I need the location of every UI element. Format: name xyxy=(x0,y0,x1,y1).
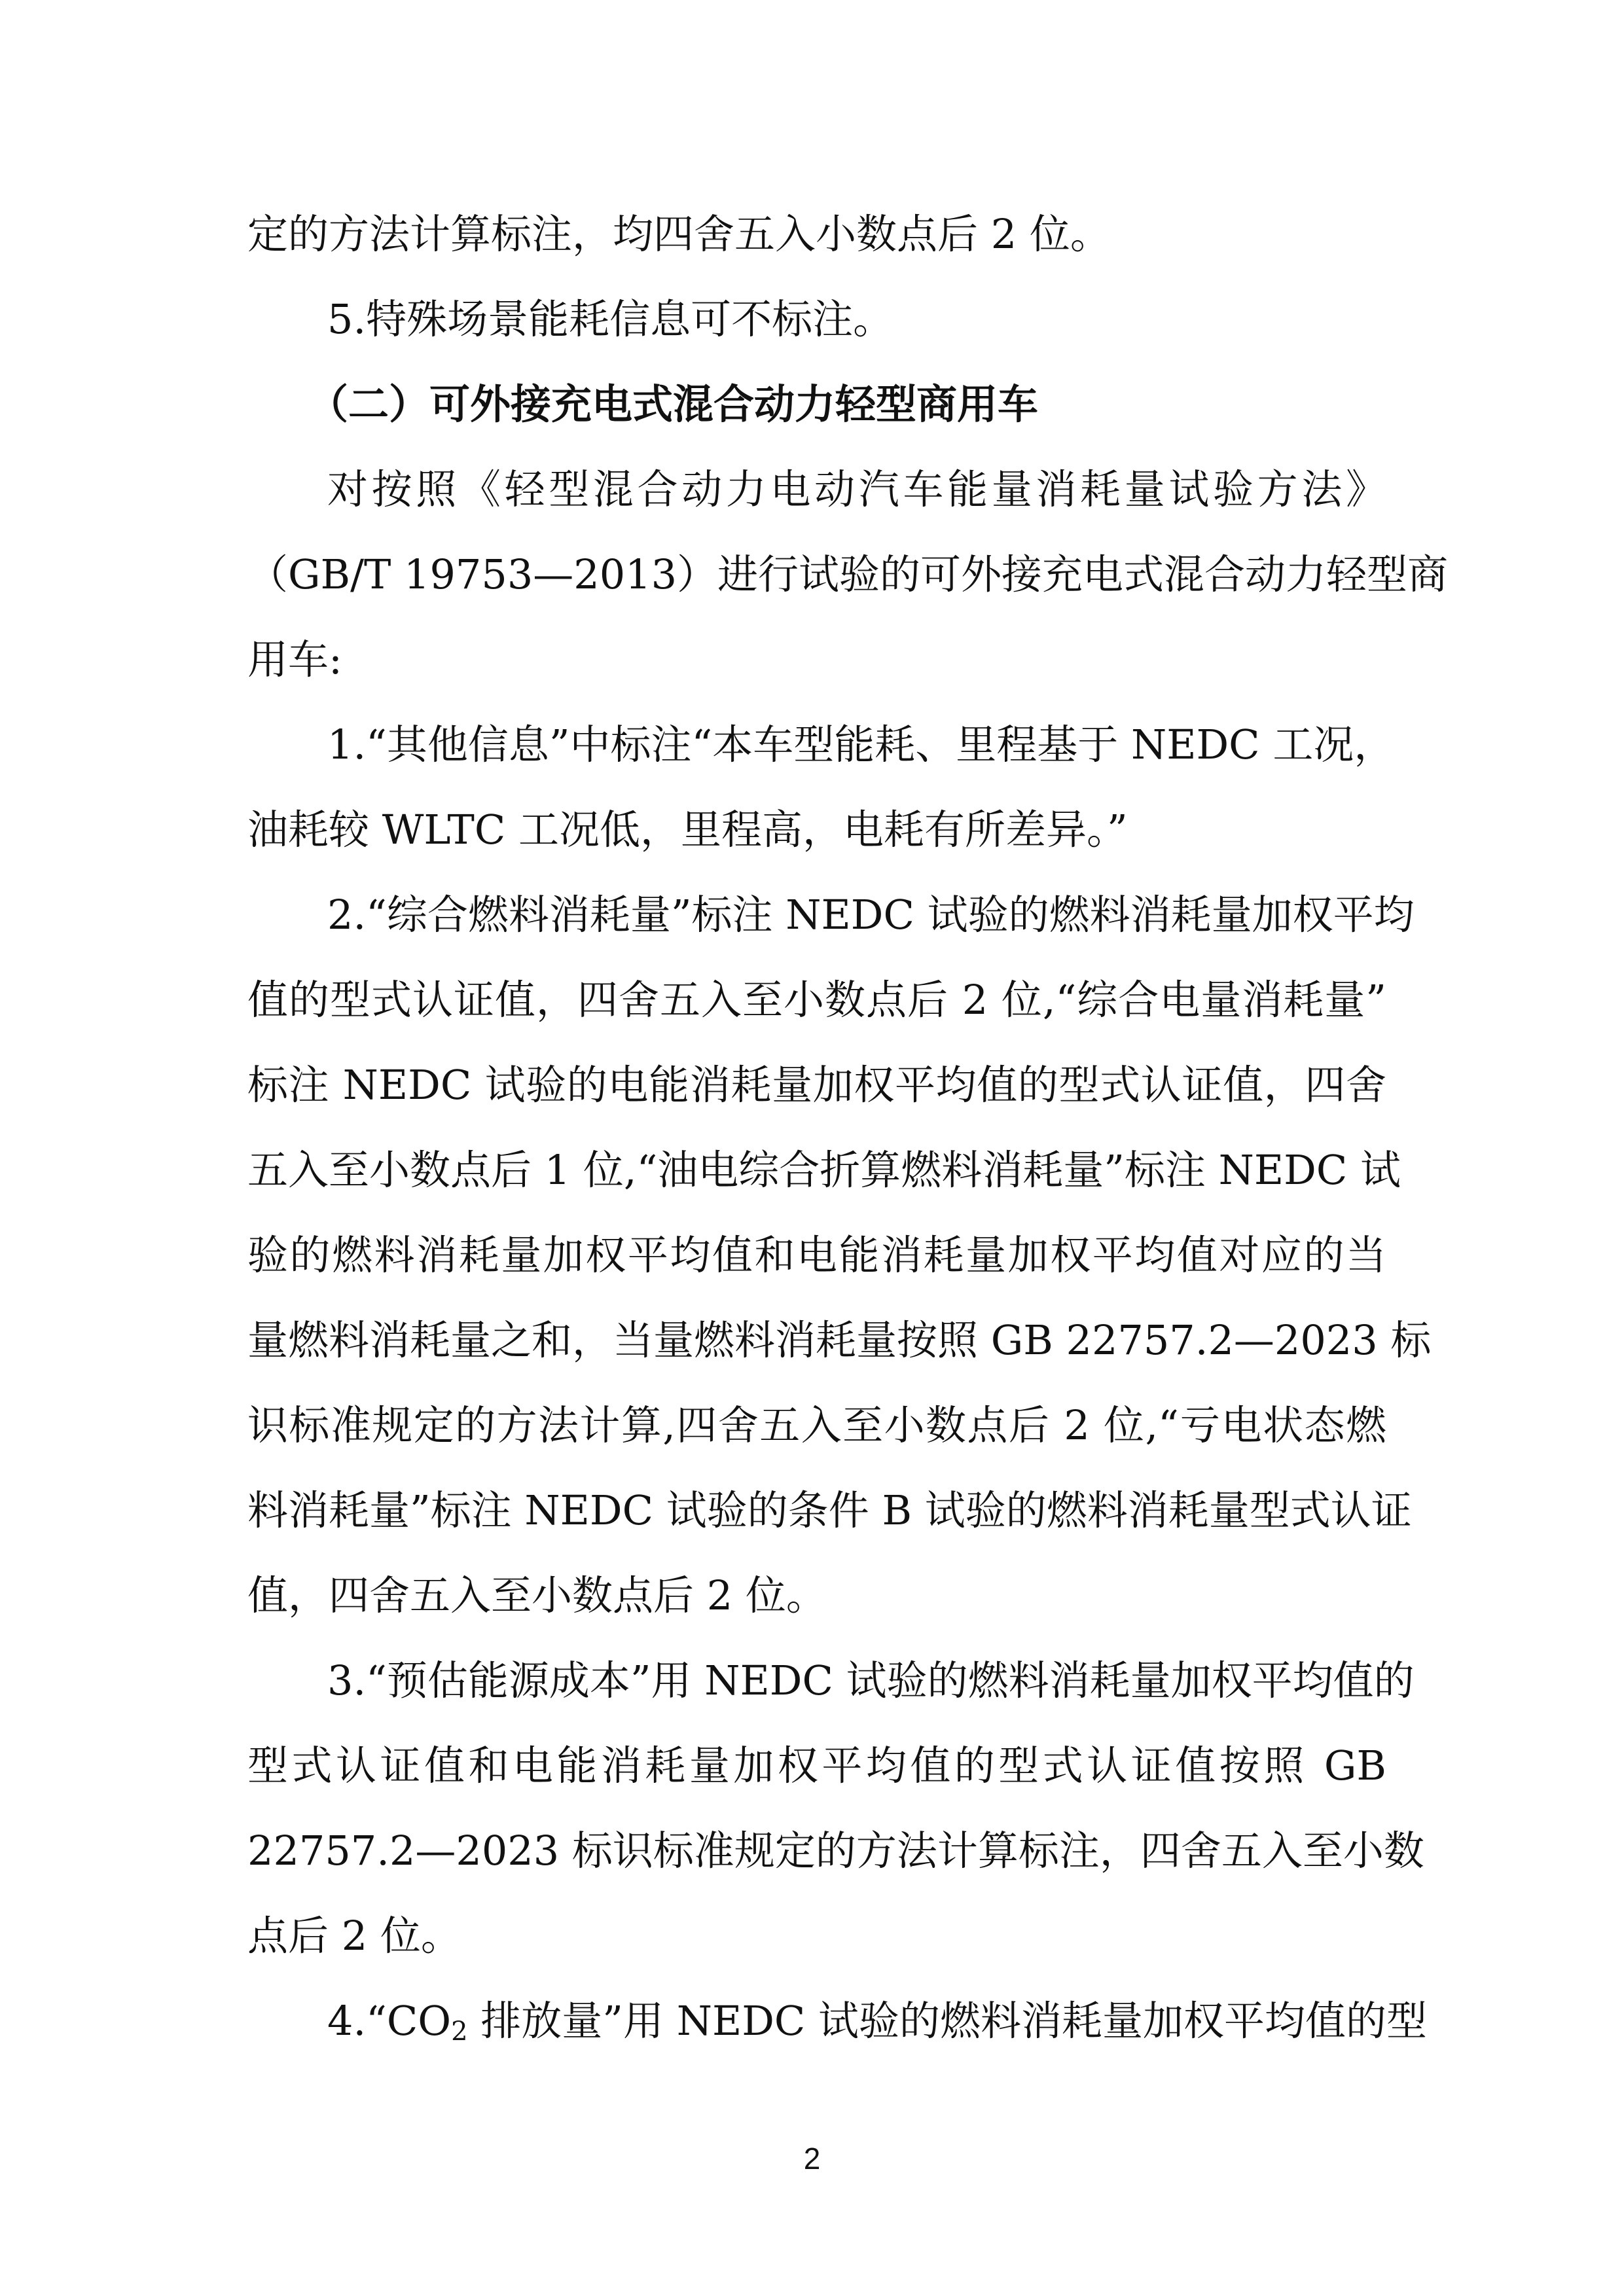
paragraph-line: 22757.2—2023 标识标准规定的方法计算标注，四舍五入至小数 xyxy=(247,1827,1424,1874)
paragraph-line: 型式认证值和电能消耗量加权平均值的型式认证值按照 GB xyxy=(247,1742,1386,1789)
co2-prefix: 4.“CO xyxy=(327,1997,452,2045)
paragraph-line: 量燃料消耗量之和，当量燃料消耗量按照 GB 22757.2—2023 标 xyxy=(247,1316,1432,1364)
paragraph-line: 五入至小数点后 1 位,“油电综合折算燃料消耗量”标注 NEDC 试 xyxy=(247,1146,1401,1194)
paragraph-line: 值的型式认证值，四舍五入至小数点后 2 位,“综合电量消耗量” xyxy=(247,976,1386,1024)
paragraph-line: 5.特殊场景能耗信息可不标注。 xyxy=(327,295,894,343)
paragraph-line: 3.“预估能源成本”用 NEDC 试验的燃料消耗量加权平均值的 xyxy=(327,1657,1415,1704)
paragraph-line: 识标准规定的方法计算,四舍五入至小数点后 2 位,“亏电状态燃 xyxy=(247,1401,1386,1449)
paragraph-line xyxy=(327,1995,1428,2047)
paragraph-line: 对按照《轻型混合动力电动汽车能量消耗量试验方法》 xyxy=(327,465,1386,513)
paragraph-line: 油耗较 WLTC 工况低，里程高，电耗有所差异。” xyxy=(247,806,1128,853)
paragraph-line: 料消耗量”标注 NEDC 试验的条件 B 试验的燃料消耗量型式认证 xyxy=(247,1486,1412,1534)
co2-subscript: 2 xyxy=(451,2017,468,2047)
paragraph-line: 定的方法计算标注，均四舍五入小数点后 2 位。 xyxy=(247,210,1111,258)
paragraph-line: （GB/T 19753—2013）进行试验的可外接充电式混合动力轻型商 xyxy=(247,550,1449,598)
paragraph-line: 标注 NEDC 试验的电能消耗量加权平均值的型式认证值，四舍 xyxy=(247,1061,1386,1109)
page-number: 2 xyxy=(803,2142,821,2176)
paragraph-line: 1.“其他信息”中标注“本车型能耗、里程基于 NEDC 工况， xyxy=(327,721,1395,768)
paragraph-line: 值，四舍五入至小数点后 2 位。 xyxy=(247,1571,827,1619)
paragraph-line: 点后 2 位。 xyxy=(247,1912,461,1960)
paragraph-line: 用车: xyxy=(247,636,342,683)
section-heading: （二）可外接充电式混合动力轻型商用车 xyxy=(308,380,1039,428)
paragraph-line: 验的燃料消耗量加权平均值和电能消耗量加权平均值对应的当 xyxy=(247,1231,1386,1279)
paragraph-line: 2.“综合燃料消耗量”标注 NEDC 试验的燃料消耗量加权平均 xyxy=(327,891,1415,939)
co2-suffix: 排放量”用 NEDC 试验的燃料消耗量加权平均值的型 xyxy=(467,1997,1428,2045)
